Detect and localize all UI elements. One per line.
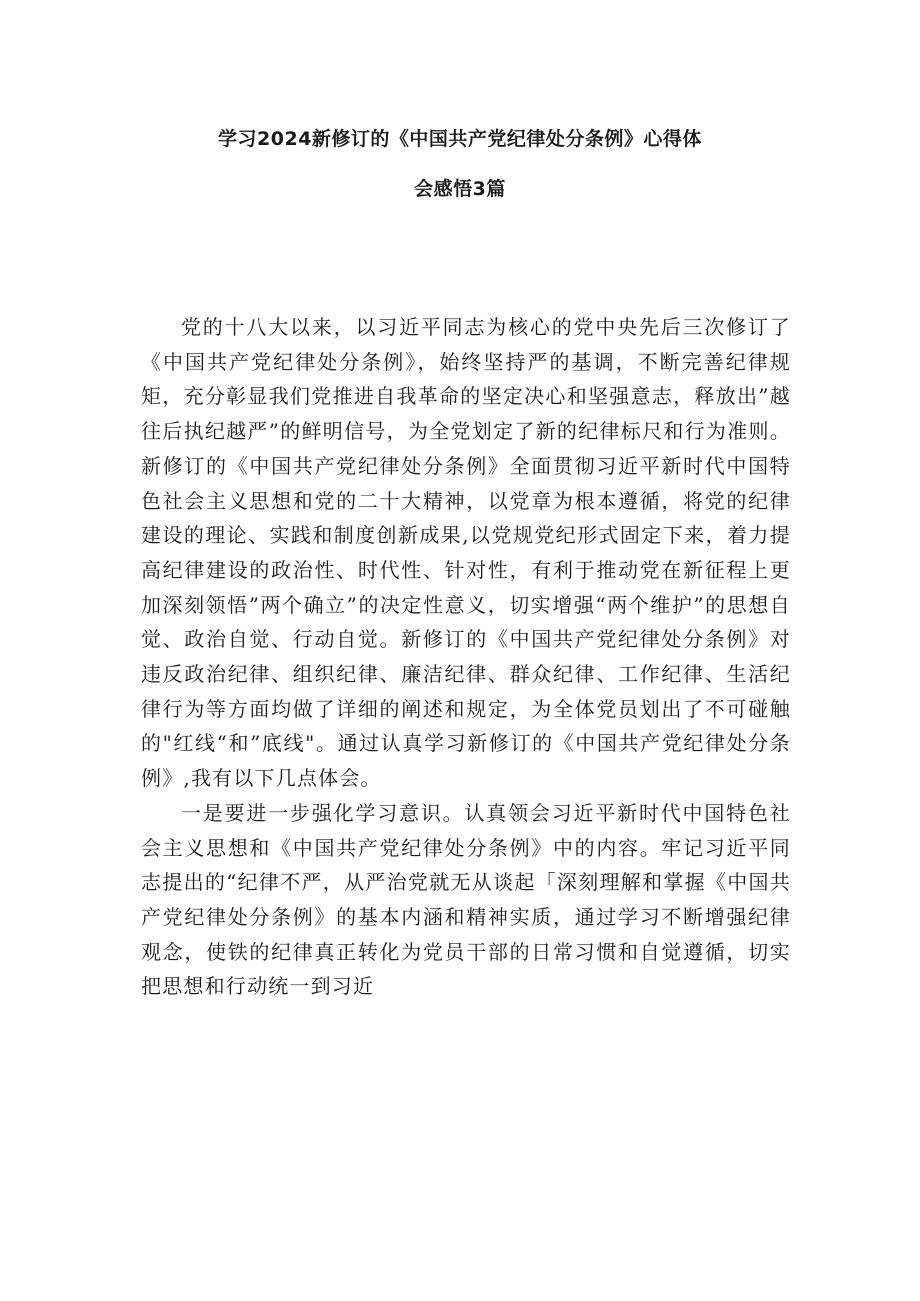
body-paragraph-1: 党的十八大以来，以习近平同志为核心的党中央先后三次修订了《中国共产党纪律处分条例》，始终坚持严的基调，不断完善纪律规矩，充分彰显我们党推进自我革命的坚定决心和坚强意志，释放出”越往后执纪越严”的鲜明信号，为全党划定了新的纪律标尺和行为准则。新修订的《中国共产党纪律处分条例》全面贯彻习近平新时代中国特色社会主义思想和党的二十大精神，以党章为根本遵循，将党的纪律建设的理论、实践和制度创新成果,以党规党纪形式固定下来，着力提高纪律建设的政治性、时代性、针对性，有利于推动党在新征程上更加深刻领悟”两个确立”的决定性意义，切实增强“两个维护”的思想自觉、政治自觉、行动自觉。新修订的《中国共产党纪律处分条例》对违反政治纪律、组织纪律、廉洁纪律、群众纪律、工作纪律、生活纪律行为等方面均做了详细的阐述和规定，为全体党员划出了不可碰触的"红线“和”底线"。通过认真学习新修订的《中国共产党纪律处分条例》,我有以下几点体会。 bbox=[141, 315, 791, 791]
document-body bbox=[141, 310, 791, 1004]
document-title-line-2: 会感悟3篇 bbox=[414, 178, 506, 200]
document-title-line-1: 学习2024新修订的《中国共产党纪律处分条例》心得体 bbox=[218, 128, 702, 150]
body-paragraph-2: 一是要进一步强化学习意识。认真领会习近平新时代中国特色社会主义思想和《中国共产党纪律处分条例》中的内容。牢记习近平同志提出的“纪律不严，从严治党就无从谈起「深刻理解和掌握《中国共产党纪律处分条例》的基本内涵和精神实质，通过学习不断增强纪律观念，使铁的纪律真正转化为党员干部的日常习惯和自觉遵循，切实把思想和行动统一到习近 bbox=[141, 800, 791, 999]
